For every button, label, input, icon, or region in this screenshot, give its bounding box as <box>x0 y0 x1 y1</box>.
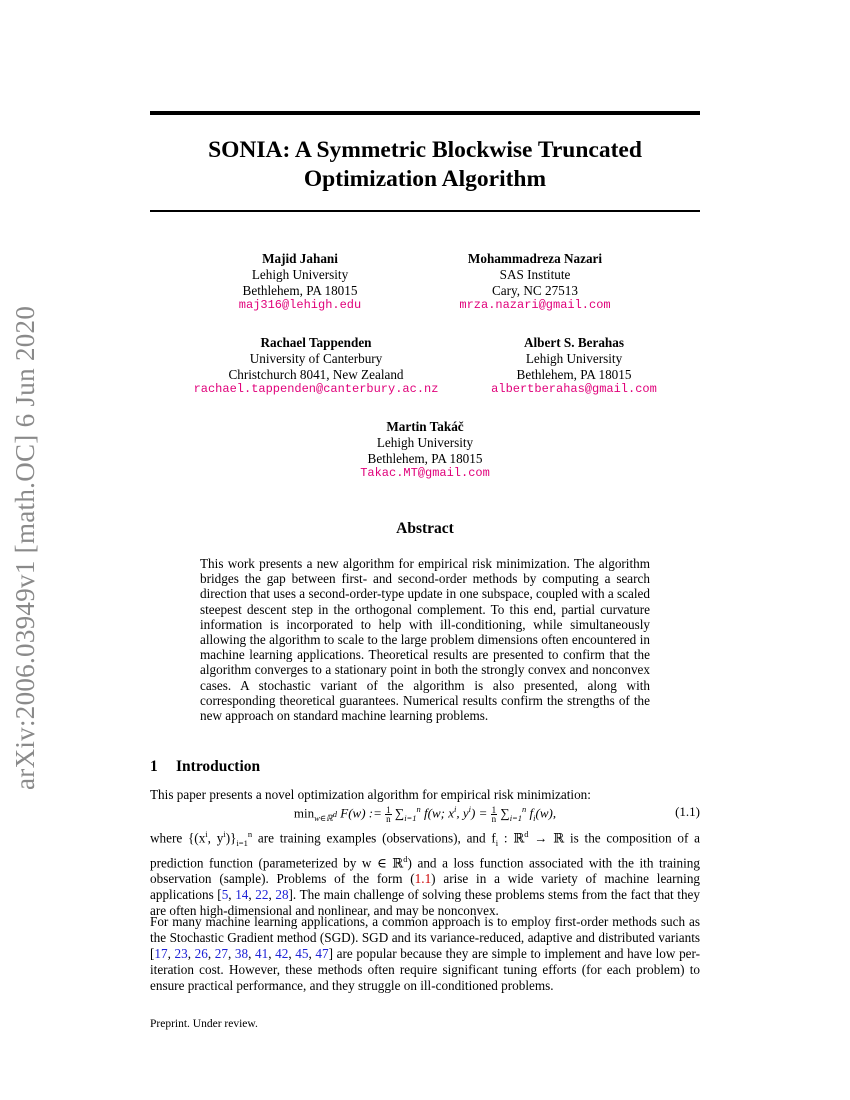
citation-link[interactable]: 28 <box>275 887 289 903</box>
title-line-2: Optimization Algorithm <box>303 166 547 192</box>
fraction: $\frac{1}{n}$ <box>491 804 497 824</box>
citation-link[interactable]: 22 <box>255 887 269 903</box>
author-address: Bethlehem, PA 18015 <box>367 450 483 466</box>
author-address: Bethlehem, PA 18015 <box>516 366 632 382</box>
author-address: Cary, NC 27513 <box>492 282 578 298</box>
author-affiliation: Lehigh University <box>525 350 623 366</box>
equation-ref-link[interactable]: 1.1 <box>414 871 432 887</box>
text-run: where {(x <box>150 830 206 846</box>
footer-note: Preprint. Under review. <box>150 1018 258 1030</box>
equation-body: $\min_{w\in ℝ^d} F(w)$ := $\frac{1}{n}$ $\sum_{i=1}^n$ f(w; $x^i$, $y^i$) = $\frac{1}{n}$ $\sum_{i=1}^n$ $f_i(w)$, <box>293 804 557 824</box>
citation-link[interactable]: 41 <box>255 946 269 961</box>
author-block <box>360 419 490 482</box>
author-block <box>194 335 439 398</box>
section-title: Introduction <box>176 758 261 775</box>
title-bottom-rule <box>150 210 700 212</box>
text-run: → ℝ is the composition of a prediction function (parameterized by w ∈ ℝ <box>150 830 700 871</box>
author-email[interactable]: rachael.tappenden@canterbury.ac.nz <box>193 382 439 397</box>
equation-1-1 <box>150 804 700 822</box>
text-run: ) arise in a wide variety of machine learning applications [ <box>150 871 701 903</box>
citation-link[interactable]: 5 <box>221 887 229 903</box>
author-affiliation: University of Canterbury <box>249 350 383 366</box>
author-affiliation: Lehigh University <box>251 266 349 282</box>
paper-title <box>150 136 700 194</box>
citation-link[interactable]: 17 <box>154 946 168 961</box>
intro-paragraph-3: For many machine learning applications, a common approach is to employ first-order methods such as the Stochastic Gradient method (SGD). SGD and its variance-reduced, adaptive and distributed variants [17, 23, 26, 27, 38, 41, 42, 45, 47] are popular because they are simple to implement and have low per-iteration cost. However, these methods often require significant tuning efforts (for each problem) to ensure practical performance, and they struggle on ill-conditioned problems. <box>150 914 701 993</box>
author-affiliation: Lehigh University <box>376 434 474 450</box>
text-run: ) and a loss function associated with the ith training observation (sample). Problems of the form ( <box>150 855 700 887</box>
citation-link[interactable]: 23 <box>174 946 188 961</box>
author-email[interactable]: Takac.MT@gmail.com <box>360 466 490 481</box>
author-name: Majid Jahani <box>262 251 338 266</box>
title-top-rule <box>150 111 700 115</box>
section-heading <box>150 758 260 776</box>
author-name: Albert S. Berahas <box>523 335 625 350</box>
text-run: ] are popular because they are simple to implement and have low per-iteration cost. However, these methods often require significant tuning efforts (for each problem) to ensure practical performance, and they struggle on ill-conditioned problems. <box>150 946 701 993</box>
author-block <box>459 251 610 314</box>
section-number: 1 <box>150 758 158 775</box>
text-run: : ℝ <box>498 830 525 846</box>
author-email[interactable]: albertberahas@gmail.com <box>491 382 657 397</box>
author-address: Bethlehem, PA 18015 <box>242 282 358 298</box>
author-affiliation: SAS Institute <box>499 266 571 282</box>
text-run: ]. The main challenge of solving these problems stems from the fact that they are often high-dimensional and nonlinear, and may be nonconvex. <box>150 887 701 919</box>
title-line-1: SONIA: A Symmetric Blockwise Truncated <box>208 137 642 163</box>
author-email[interactable]: maj316@lehigh.edu <box>238 298 362 313</box>
author-address: Christchurch 8041, New Zealand <box>228 366 404 382</box>
text-run: For many machine learning applications, a common approach is to employ first-order methods such as the Stochastic Gradient method (SGD). SGD and its variance-reduced, adaptive and distributed variants [ <box>150 914 700 961</box>
citation-link[interactable]: 27 <box>214 946 228 961</box>
arxiv-stamp: arXiv:2006.03949v1 [math.OC] 6 Jun 2020 <box>10 305 40 790</box>
author-block <box>491 335 657 398</box>
citation-link[interactable]: 26 <box>194 946 208 961</box>
abstract-text: This work presents a new algorithm for empirical risk minimization. The algorithm bridges the gap between first- and second-order methods by computing a search direction that uses a second-order-type update in one subspace, coupled with a scaled steepest descent step in the orthogonal complement. To this end, partial curvature information is incorporated to help with ill-conditioning, while simultaneously allowing the algorithm to scale to the large problem dimensions often encountered in machine learning applications. Theoretical results are presented to confirm that the algorithm converges to a stationary point in both the strongly convex and nonconvex cases. A stochastic variant of the algorithm is also presented, along with corresponding theoretical guarantees. Numerical results confirm the strengths of the new approach on standard machine learning problems. <box>200 556 650 724</box>
citation-link[interactable]: 14 <box>235 887 249 903</box>
citation-link[interactable]: 47 <box>315 946 329 961</box>
citation-link[interactable]: 38 <box>234 946 249 961</box>
author-block <box>239 251 361 314</box>
intro-paragraph-2: where {($x^i$, $y^i)\}_{i=1}^n$ are training examples (observations), and $f_i$ : ℝ$^d$ → ℝ is the composition of a prediction function (parameterized by w ∈ ℝ$^d$) and a loss function associated with the ith training observation (sample). Problems of the form (1.1) arise in a wide variety of machine learning applications [5, 14, 22, 28]. The main challenge of solving these problems stems from the fact that they are often high-dimensional and nonlinear, and may be nonconvex. <box>150 829 701 919</box>
text-run: are training examples (observations), and f <box>252 830 496 846</box>
equation-number: (1.1) <box>675 804 700 819</box>
citation-link[interactable]: 42 <box>275 946 289 961</box>
abstract-heading: Abstract <box>396 520 454 537</box>
author-email[interactable]: mrza.nazari@gmail.com <box>459 298 611 313</box>
author-name: Martin Takáč <box>386 419 464 434</box>
author-name: Mohammadreza Nazari <box>467 251 603 266</box>
author-name: Rachael Tappenden <box>260 335 372 350</box>
citation-link[interactable]: 45 <box>295 946 309 961</box>
intro-paragraph-1: This paper presents a novel optimization algorithm for empirical risk minimization: <box>150 787 591 802</box>
fraction: $\frac{1}{n}$ <box>386 804 391 824</box>
